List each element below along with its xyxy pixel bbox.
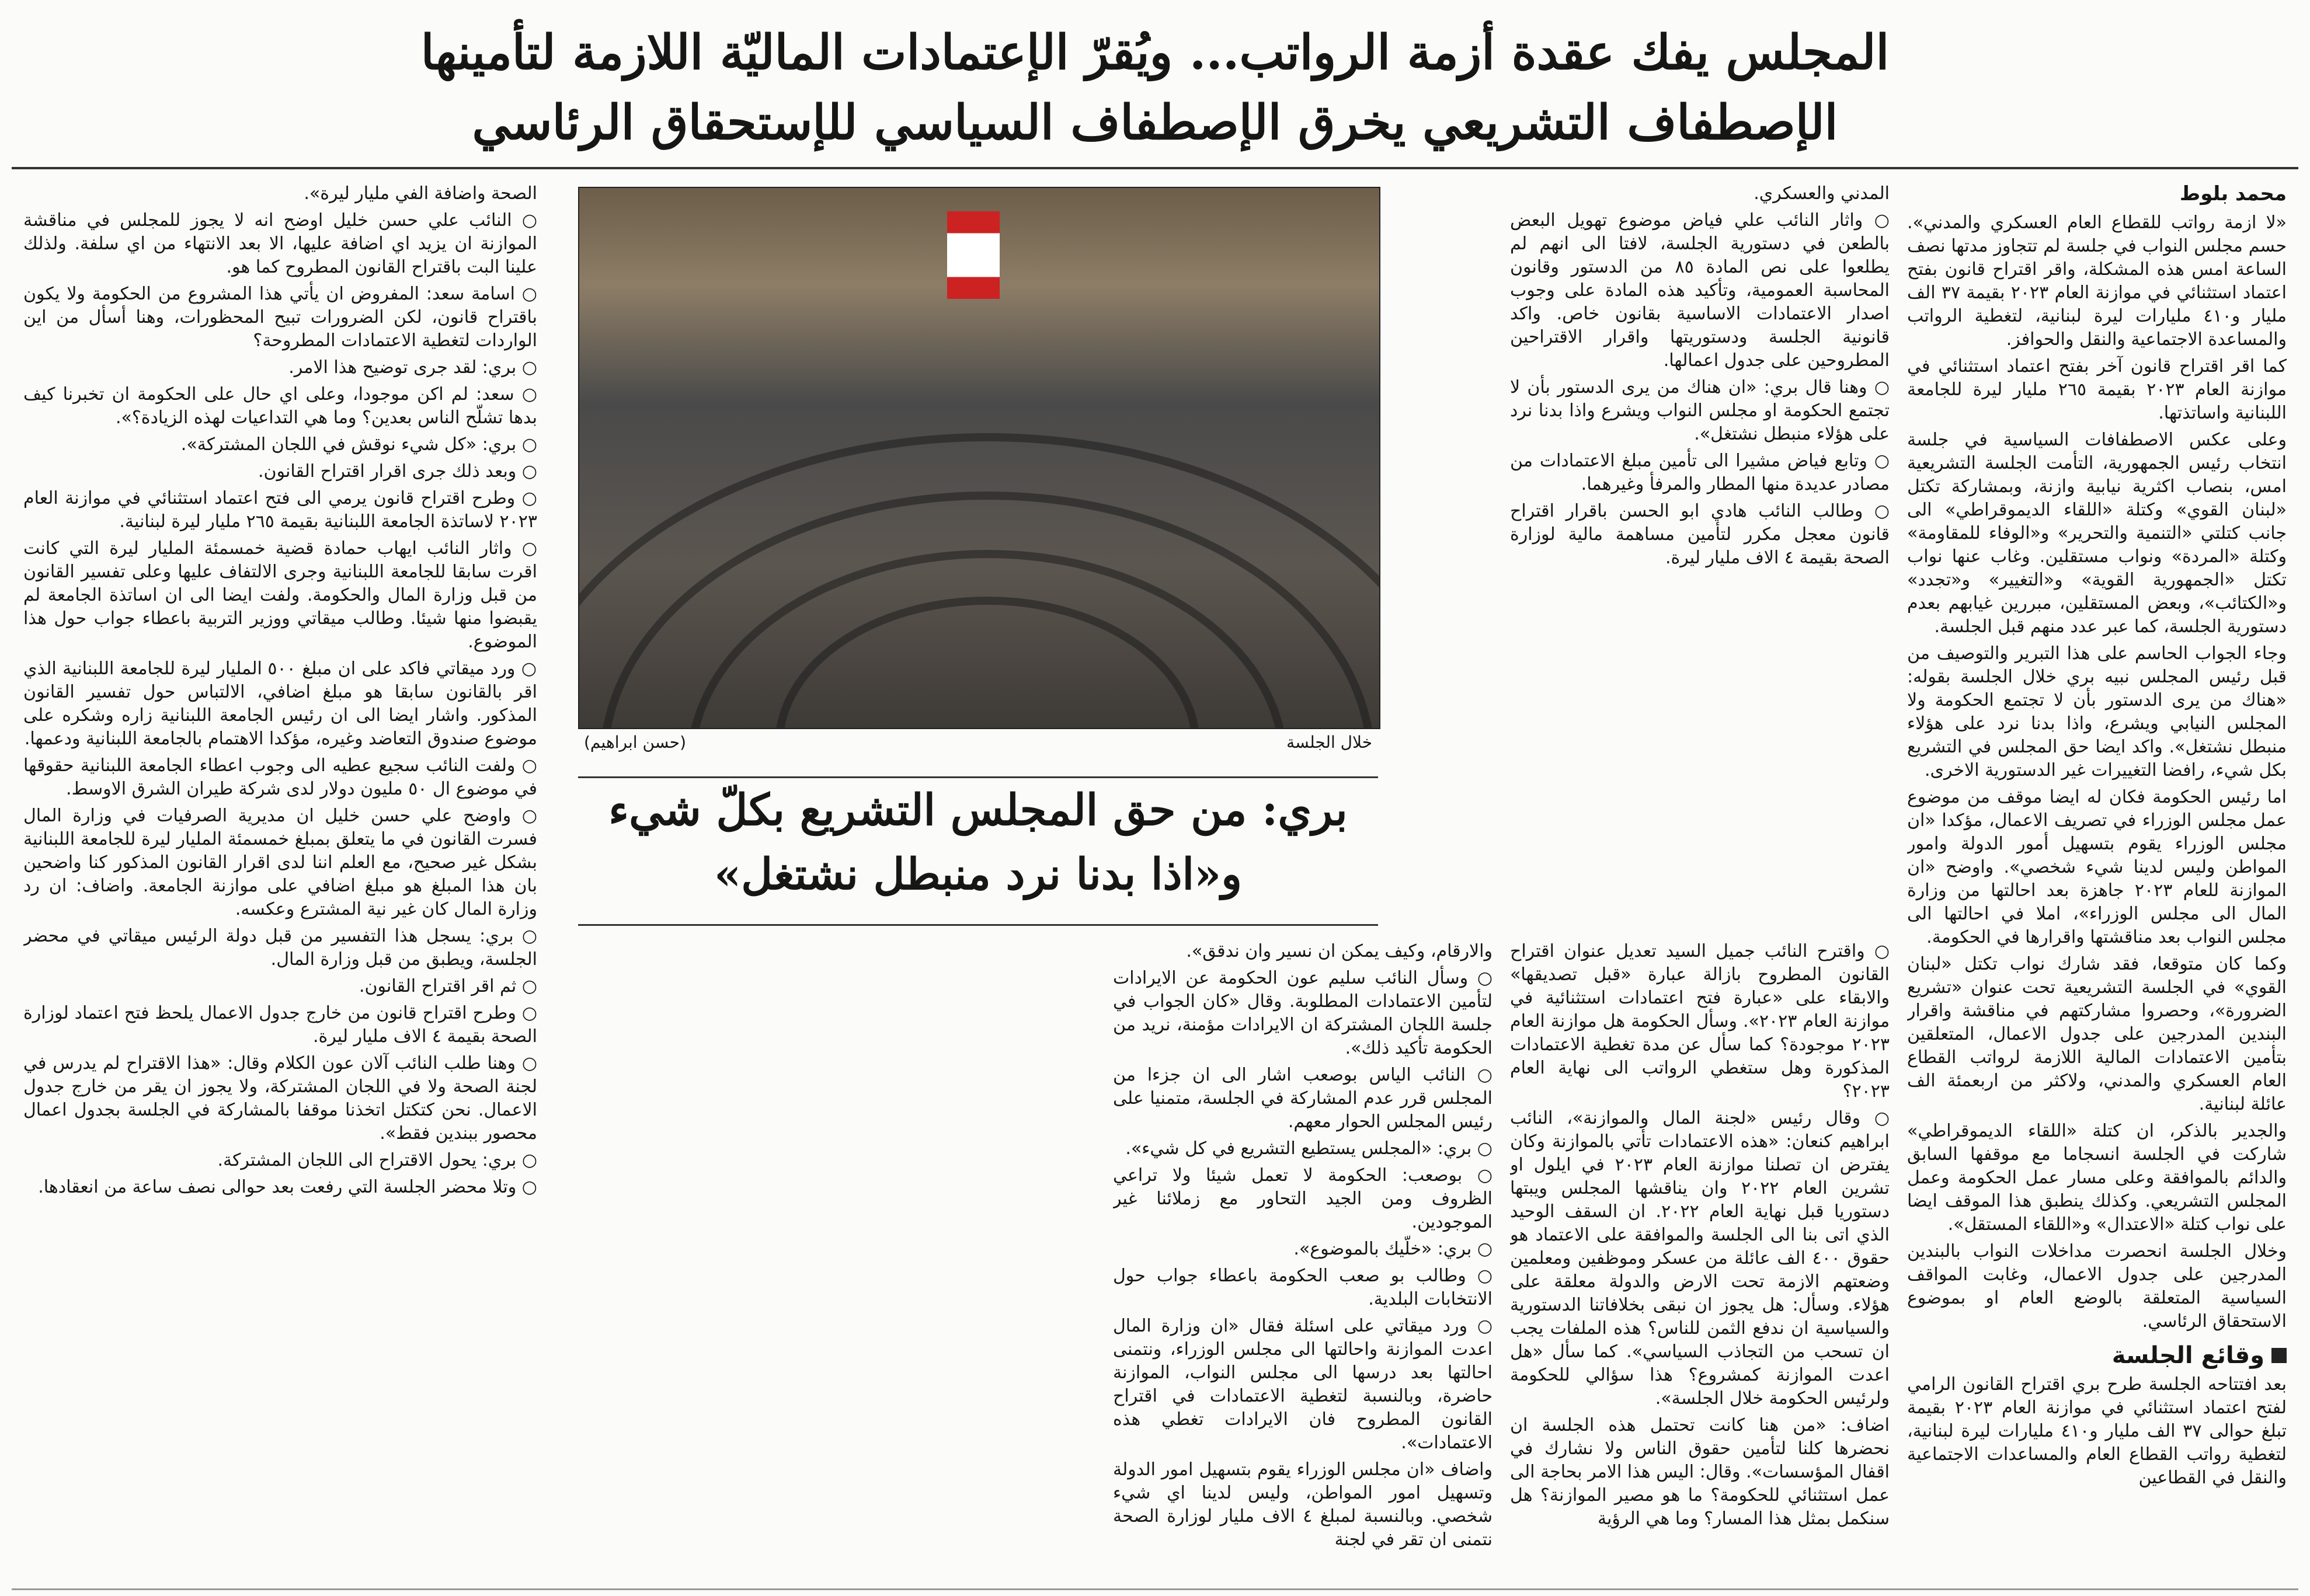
paragraph: وخلال الجلسة انحصرت مداخلات النواب بالبندين المدرجين على جدول الاعمال، وغابت المواقف السياسية المتعلقة بالوضع العام او بموضوع الاستحقاق الرئاسي. [1907,1241,2287,1332]
paragraph: المدني والعسكري. [1754,183,1890,204]
paragraph: والجدير بالذكر، ان كتلة «اللقاء الديموقراطي» شاركت في الجلسة انسجاما مع موقفها السابق والدائم بالموافقة وعلى مسار عمل الحكومة وعمل المجلس التشريعي. وكذلك ينطبق هذا الموقف ايضا على نواب كتلة «الاعتدال» و«اللقاء المستقل». [1907,1121,2287,1235]
paragraph: بعد افتتاحه الجلسة طرح بري اقتراح القانون الرامي لفتح اعتماد استثنائي في موازنة العام ٢٠٢٣ بقيمة تبلغ حوالى ٣٧ الف مليار و٤١٠ مليارات ليرة لبنانية، لتغطية رواتب القطاع العام والمساعدات الاجتماعية والنقل في القطاعين [1907,1374,2287,1488]
paragraph: ○ بوصعب: الحكومة لا تعمل شيئا ولا تراعي الظروف ومن الجيد التحاور مع زملائنا غير الموجودين. [1113,1165,1493,1232]
headline-rule [12,167,2298,169]
paragraph: ○ وبعد ذلك جرى اقرار اقتراح القانون. [258,461,537,482]
photo-caption: خلال الجلسة [1286,733,1372,752]
paragraph: كما اقر اقتراح قانون آخر بفتح اعتماد استثنائي في موازنة العام ٢٠٢٣ بقيمة ٢٦٥ مليار ليرة للجامعة اللبنانية واساتذتها. [1907,356,2287,423]
paragraph: ○ ورد ميقاتي فاكد على ان مبلغ ٥٠٠ المليار ليرة للجامعة اللبنانية الذي اقر بالقانون سابقا هو مبلغ اضافي، الالتباس حول تفسير القانون المذكور. واشار ايضا الى ان رئيس الجامعة اللبنانية زاره وشكره على موضوع صندوق التعاضد وغيره، مؤكدا الاهتمام بالجامعة اللبنانية ودعمها. [23,658,537,749]
paragraph: «لا ازمة رواتب للقطاع العام العسكري والمدني». حسم مجلس النواب في جلسة لم تتجاوز مدتها نصف الساعة امس هذه المشكلة، واقر اقتراح قانون بفتح اعتماد استثنائي في موازنة العام ٢٠٢٣ بقيمة ٣٧ الف مليار و٤١٠ مليارات ليرة لبنانية، لتغطية الرواتب والمساعدة الاجتماعية والنقل والحوافز. [1907,212,2287,350]
photo-credit: (حسن ابراهيم) [584,733,686,752]
paragraph: وجاء الجواب الحاسم على هذا التبرير والتوصيف من قبل رئيس المجلس نبيه بري خلال الجلسة بقوله: «هناك من يرى الدستور بأن لا تجتمع الحكومة ولا المجلس النيابي ويشرع، واذا بدنا نرد على هؤلاء منبطل نشتغل». واكد ايضا حق المجلس في التشريع بكل شيء، رافضا التغييرات غير الدستورية الاخرى. [1907,643,2287,780]
paragraph: اضاف: «من هنا كانت تحتمل هذه الجلسة ان نحضرها كلنا لتأمين حقوق الناس ولا نشارك في اقفال المؤسسات». وقال: اليس هذا الامر بحاجة الى عمل استثنائي للحكومة؟ ما هو مصير الموازنة؟ هل سنكمل بمثل هذا المسار؟ وما هي الرؤية [1510,1415,1890,1529]
paragraph: ○ ثم اقر اقتراح القانون. [359,976,537,996]
paragraph: واضاف «ان مجلس الوزراء يقوم بتسهيل امور الدولة وتسهيل امور المواطن، وليس لدينا اي شيء شخصي. وبالنسبة لمبلغ ٤ الاف مليار لوزارة الصحة نتمنى ان تقر في لجنة [1113,1459,1493,1550]
column-4 [23,182,537,1589]
paragraph: والارقام، وكيف يمكن ان نسير وان ندقق». [1186,941,1493,961]
pull-quote [578,776,1378,926]
author-byline: محمد بلوط [2179,182,2287,205]
paragraph: ○ بري: «كل شيء نوقش في اللجان المشتركة». [180,434,537,455]
paragraph: ○ وهنا قال بري: «ان هناك من يرى الدستور بأن لا تجتمع الحكومة او مجلس النواب ويشرع واذا بدنا نرد على هؤلاء منبطل نشتغل». [1510,377,1890,444]
paragraph: ○ ورد ميقاتي على اسئلة فقال «ان وزارة المال اعدت الموازنة واحالتها الى مجلس الوزراء، ونتمنى احالتها بعد درسها الى مجلس النواب، الموازنة حاضرة، وبالنسبة لتغطية الاعتمادات في اقتراح القانون المطروح فان الايرادات تغطي هذه الاعتمادات». [1113,1316,1493,1453]
paragraph: اما رئيس الحكومة فكان له ايضا موقف من موضوع عمل مجلس الوزراء في تصريف الاعمال، مؤكدا «ان مجلس الوزراء يقوم بتسهيل أمور الدولة وامور المواطن وليس لدينا شيء شخصي». واوضح «ان الموازنة للعام ٢٠٢٣ جاهزة بعد احالتها من وزارة المال الى مجلس الوزراء»، املا في احالتها الى مجلس النواب بعد مناقشتها واقرارها في الحكومة. [1907,787,2287,947]
pull-quote-line-2: و«اذا بدنا نرد منبطل نشتغل» [714,849,1243,900]
paragraph: ○ واثار النائب علي فياض موضوع تهويل البعض بالطعن في دستورية الجلسة، لافتا الى انهم لم يطلعوا على نص المادة ٨٥ من الدستور وقانون المحاسبة العمومية، وتأكيد هذه المادة على وجوب اصدار الاعتمادات الاساسية بقانون خاص. واكد قانونية الجلسة ودستوريتها واقرار الاقتراحين المطروحين على جدول اعمالها. [1510,210,1890,371]
paragraph: ○ سعد: لم اكن موجودا، وعلى اي حال على الحكومة ان تخبرنا كيف بدها تشلّح الناس بعدين؟ وما هي التداعيات لهذه الزيادة؟». [23,384,537,428]
paragraph: ○ بري: يحول الاقتراح الى اللجان المشتركة. [217,1150,537,1170]
paragraph: ○ وطالب بو صعب الحكومة باعطاء جواب حول الانتخابات البلدية. [1113,1266,1493,1309]
paragraph: ○ وطالب النائب هادي ابو الحسن باقرار اقتراح قانون معجل مكرر لتأمين مساهمة مالية لوزارة الصحة بقيمة ٤ الاف مليار ليرة. [1510,501,1890,568]
column-3-lower [1113,940,1493,1588]
paragraph: ○ واقترح النائب جميل السيد تعديل عنوان اقتراح القانون المطروح بازالة عبارة «قبل تصديقها» والابقاء على «عبارة فتح اعتمادات استثنائية في موازنة العام ٢٠٢٣». وسأل الحكومة هل موازنة العام ٢٠٢٣ موجودة؟ كما سأل عن مدة تغطية الاعتمادات المذكورة وهل ستغطي الرواتب الى نهاية العام ٢٠٢٣؟ [1510,941,1890,1102]
paragraph: وعلى عكس الاصطفافات السياسية في جلسة انتخاب رئيس الجمهورية، التأمت الجلسة التشريعية امس، بنصاب اكثرية نيابية وازنة، وبمشاركة تكتل «لبنان القوي» وكتلة «اللقاء الديموقراطي» الى جانب كتلتي «التنمية والتحرير» و«الوفاء للمقاومة» وكتلة «المردة» ونواب مستقلين. وغاب عنها نواب تكتل «الجمهورية القوية» و«التغيير» و«تجدد» و«الكتائب»، وبعض المستقلين، مبررين غيابهم بعدم دستورية الجلسة، كما عبر عدد منهم قبل الجلسة. [1907,430,2287,637]
column-2-upper [1510,182,1890,766]
column-1 [1907,182,2287,1589]
paragraph: ○ وسأل النائب سليم عون الحكومة عن الايرادات لتأمين الاعتمادات المطلوبة. وقال «كان الجواب في جلسة اللجان المشتركة ان الايرادات مؤمنة، نريد من الحكومة تأكيد ذلك». [1113,968,1493,1058]
paragraph: ○ ولفت النائب سجيع عطيه الى وجوب اعطاء الجامعة اللبنانية حقوقها في موضوع ال ٥٠ مليون دولار لدى شركة طيران الشرق الاوسط. [23,755,537,799]
headline-line-1: المجلس يفك عقدة أزمة الرواتب... ويُقرّ الإعتمادات الماليّة اللازمة لتأمينها [420,25,1890,81]
paragraph: ○ وطرح اقتراح قانون يرمي الى فتح اعتماد استثنائي في موازنة العام ٢٠٢٣ لاساتذة الجامعة اللبنانية بقيمة ٢٦٥ مليار ليرة لبنانية. [23,488,537,532]
pull-quote-line-1: بري: من حق المجلس التشريع بكلّ شيء [608,785,1348,835]
paragraph: ○ وقال رئيس «لجنة المال والموازنة»، النائب ابراهيم كنعان: «هذه الاعتمادات تأتي بالموازنة وكان يفترض ان تصلنا موازنة العام ٢٠٢٣ في ايلول او تشرين العام ٢٠٢٢ وان يناقشها المجلس ويبتها دستوريا قبل نهاية العام ٢٠٢٢. ان السقف الوحيد الذي اتى بنا الى الجلسة والموافقة على الاعتماد هو حقوق ٤٠٠ الف عائلة من عسكر وموظفين ومعلمين وضعتهم الازمة تحت الارض والدولة معلقة على هؤلاء. وسأل: هل يجوز ان نبقى بخلافاتنا الدستورية والسياسية ان ندفع الثمن للناس؟ هذه الملفات يجب ان تسحب من التجاذب السياسي». كما سأل «هل اعدت الموازنة كمشروع؟ هذا سؤالي للحكومة ولرئيس الحكومة خلال الجلسة». [1510,1108,1890,1409]
paragraph: ○ واثار النائب ايهاب حمادة قضية خمسمئة المليار ليرة التي كانت اقرت سابقا للجامعة اللبنانية وجرى الالتفاف عليها وعلى تفسير القانون من قبل وزارة المال والحكومة. ولفت ايضا الى ان اساتذة الجامعة لم يقبضوا منها شيئا. وطالب ميقاتي ووزير التربية باعطاء جواب حول هذا الموضوع. [23,538,537,652]
paragraph: ○ بري: يسجل هذا التفسير من قبل دولة الرئيس ميقاتي في محضر الجلسة، ويطبق من قبل وزارة المال. [23,926,537,970]
paragraph: ○ النائب الياس بوصعب اشار الى ان جزءا من المجلس قرر عدم المشاركة في الجلسة، متمنيا على رئيس المجلس الحوار معهم. [1113,1065,1493,1132]
subhead-text: وقائع الجلسة [2111,1342,2264,1369]
paragraph: ○ بري: «خلّيك بالموضوع». [1293,1239,1493,1259]
parliament-photo [578,187,1380,729]
square-bullet-icon [2271,1348,2287,1363]
headline [70,18,2240,158]
bottom-rule [12,1588,2298,1590]
paragraph: ○ اسامة سعد: المفروض ان يأتي هذا المشروع من الحكومة ولا يكون باقتراح قانون، لكن الضرورات تبيح المحظورات، وهنا أسأل من اين الواردات لتغطية الاعتمادات المطروحة؟ [23,284,537,351]
paragraph: ○ وتلا محضر الجلسة التي رفعت بعد حوالى نصف ساعة من انعقادها. [38,1177,537,1197]
paragraph: ○ واوضح علي حسن خليل ان مديرية الصرفيات في وزارة المال فسرت القانون في ما يتعلق بمبلغ خمسمئة المليار ليرة للجامعة اللبنانية بشكل غير صحيح، مع العلم اننا لدى اقرار القانون المذكور كنا واضحين بان هذا المبلغ هو مبلغ اضافي على موازنة الجامعة. واضاف: ان رد وزارة المال كان غير نية المشترع وعكسه. [23,806,537,919]
paragraph: ○ النائب علي حسن خليل اوضح انه لا يجوز للمجلس في مناقشة الموازنة ان يزيد اي اضافة عليها، الا بعد الانتهاء من اي سلفة. ولذلك علينا البت باقتراح القانون المطروح كما هو. [23,210,537,277]
paragraph: الصحة واضافة الفي مليار ليرة». [304,183,537,204]
flag-icon [947,211,1000,299]
paragraph: ○ بري: لقد جرى توضيح هذا الامر. [288,357,537,378]
paragraph: ○ وتابع فياض مشيرا الى تأمين مبلغ الاعتمادات من مصادر عديدة منها المطار والمرفأ وغيرهما. [1510,451,1890,494]
paragraph: ○ بري: «المجلس يستطيع التشريع في كل شيء». [1125,1138,1493,1159]
paragraph: وكما كان متوقعا، فقد شارك نواب تكتل «لبنان القوي» في الجلسة التشريعية تحت عنوان «تشريع الضرورة»، وحصروا مشاركتهم في مناقشة واقرار البندين المدرجين على جدول الاعمال، المتعلقين بتأمين الاعتمادات المالية اللازمة لرواتب القطاع العام العسكري والمدني، ولاكثر من اربعمئة الف عائلة لبنانية. [1907,954,2287,1114]
paragraph: ○ وهنا طلب النائب آلان عون الكلام وقال: «هذا الاقتراح لم يدرس في لجنة الصحة ولا في اللجان المشتركة، ولا يجوز ان يقر من خارج جدول الاعمال. نحن كتكتل اتخذنا موقفا بالمشاركة في الجلسة بجدول اعمال محصور ببندين فقط». [23,1053,537,1144]
column-2-lower [1510,940,1890,1588]
headline-line-2: الإصطفاف التشريعي يخرق الإصطفاف السياسي للإستحقاق الرئاسي [472,95,1838,151]
paragraph: ○ وطرح اقتراح قانون من خارج جدول الاعمال يلحظ فتح اعتماد لوزارة الصحة بقيمة ٤ الاف مليار ليرة. [23,1003,537,1047]
section-subhead [1907,1344,2287,1367]
